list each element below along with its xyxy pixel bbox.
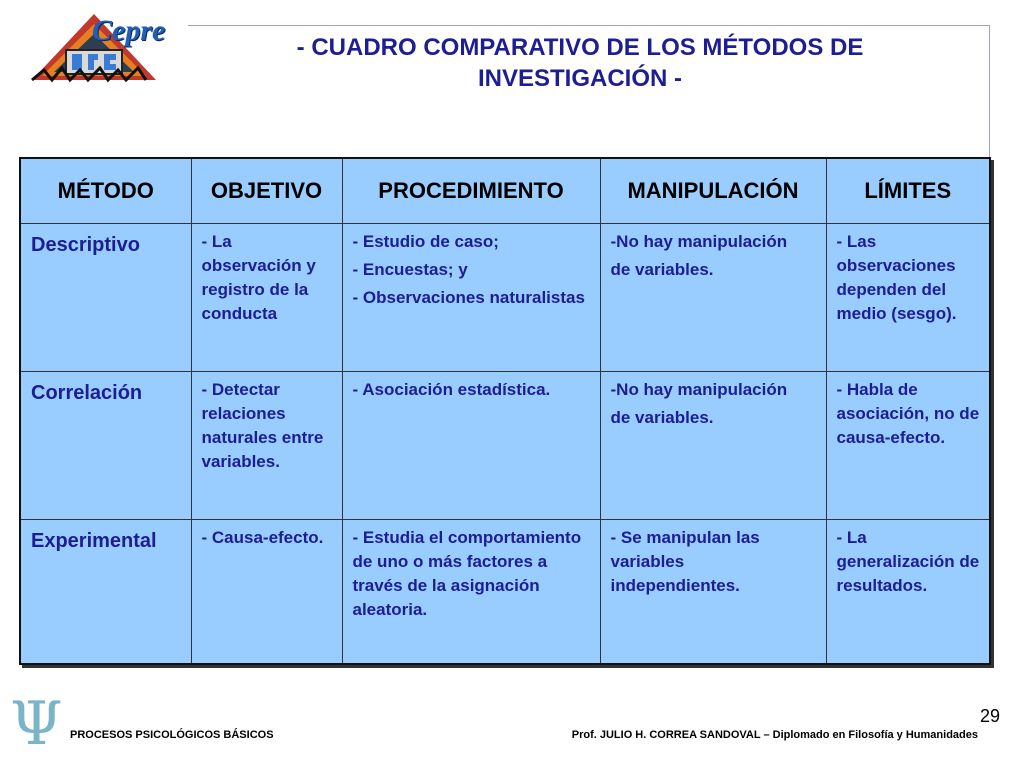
slide-title: [180, 32, 980, 94]
footer-author: Prof. JULIO H. CORREA SANDOVAL – Diplomado en Filosofía y Humanidades: [571, 729, 978, 741]
method-cell: Experimental: [20, 520, 191, 665]
manipulation-cell: [600, 224, 826, 372]
limits-cell: - Las observaciones dependen del medio (sesgo).: [826, 224, 990, 372]
header-right-rule: [989, 25, 990, 159]
method-cell: Descriptivo: [20, 224, 191, 372]
procedure-cell: [342, 372, 600, 520]
page-number: 29: [980, 706, 1001, 726]
header-procedure: PROCEDIMIENTO: [342, 158, 600, 224]
comparison-table: [19, 157, 991, 665]
title-line-2: INVESTIGACIÓN -: [477, 65, 682, 92]
table-row: [20, 520, 990, 665]
logo-text: Cepre: [92, 14, 166, 47]
table-row: [20, 372, 990, 520]
manipulation-cell: [600, 520, 826, 665]
manipulation-line: -No hay manipulación: [610, 232, 788, 251]
procedure-line: - Estudia el comportamiento de uno o más factores a través de la asignación aleatoria.: [352, 528, 582, 619]
manipulation-line: -No hay manipulación: [610, 380, 788, 399]
psi-icon: Ψ: [10, 689, 63, 759]
limits-cell: - La generalización de resultados.: [826, 520, 990, 665]
header-objective: OBJETIVO: [191, 158, 342, 224]
objective-cell: - Causa-efecto.: [191, 520, 342, 665]
procedure-line: - Asociación estadística.: [352, 380, 551, 399]
manipulation-line: - Se manipulan las variables independientes.: [610, 528, 760, 595]
header-method: MÉTODO: [20, 158, 191, 224]
procedure-line: - Observaciones naturalistas: [352, 288, 585, 307]
footer-course: PROCESOS PSICOLÓGICOS BÁSICOS: [70, 729, 274, 741]
table-header-row: [20, 158, 990, 224]
limits-cell: - Habla de asociación, no de causa-efecto.: [826, 372, 990, 520]
header-limits: LÍMITES: [826, 158, 990, 224]
cepre-logo: [28, 10, 166, 94]
header-top-rule: [188, 25, 990, 26]
objective-cell: - Detectar relaciones naturales entre variables.: [191, 372, 342, 520]
manipulation-line: de variables.: [610, 408, 714, 427]
method-cell: Correlación: [20, 372, 191, 520]
manipulation-line: de variables.: [610, 260, 714, 279]
procedure-line: - Encuestas; y: [352, 260, 468, 279]
table-row: [20, 224, 990, 372]
manipulation-cell: [600, 372, 826, 520]
header-manipulation: MANIPULACIÓN: [600, 158, 826, 224]
title-line-1: - CUADRO COMPARATIVO DE LOS MÉTODOS DE: [296, 34, 864, 61]
objective-cell: - La observación y registro de la conducta: [191, 224, 342, 372]
procedure-cell: [342, 520, 600, 665]
procedure-cell: [342, 224, 600, 372]
procedure-line: - Estudio de caso;: [352, 232, 499, 251]
